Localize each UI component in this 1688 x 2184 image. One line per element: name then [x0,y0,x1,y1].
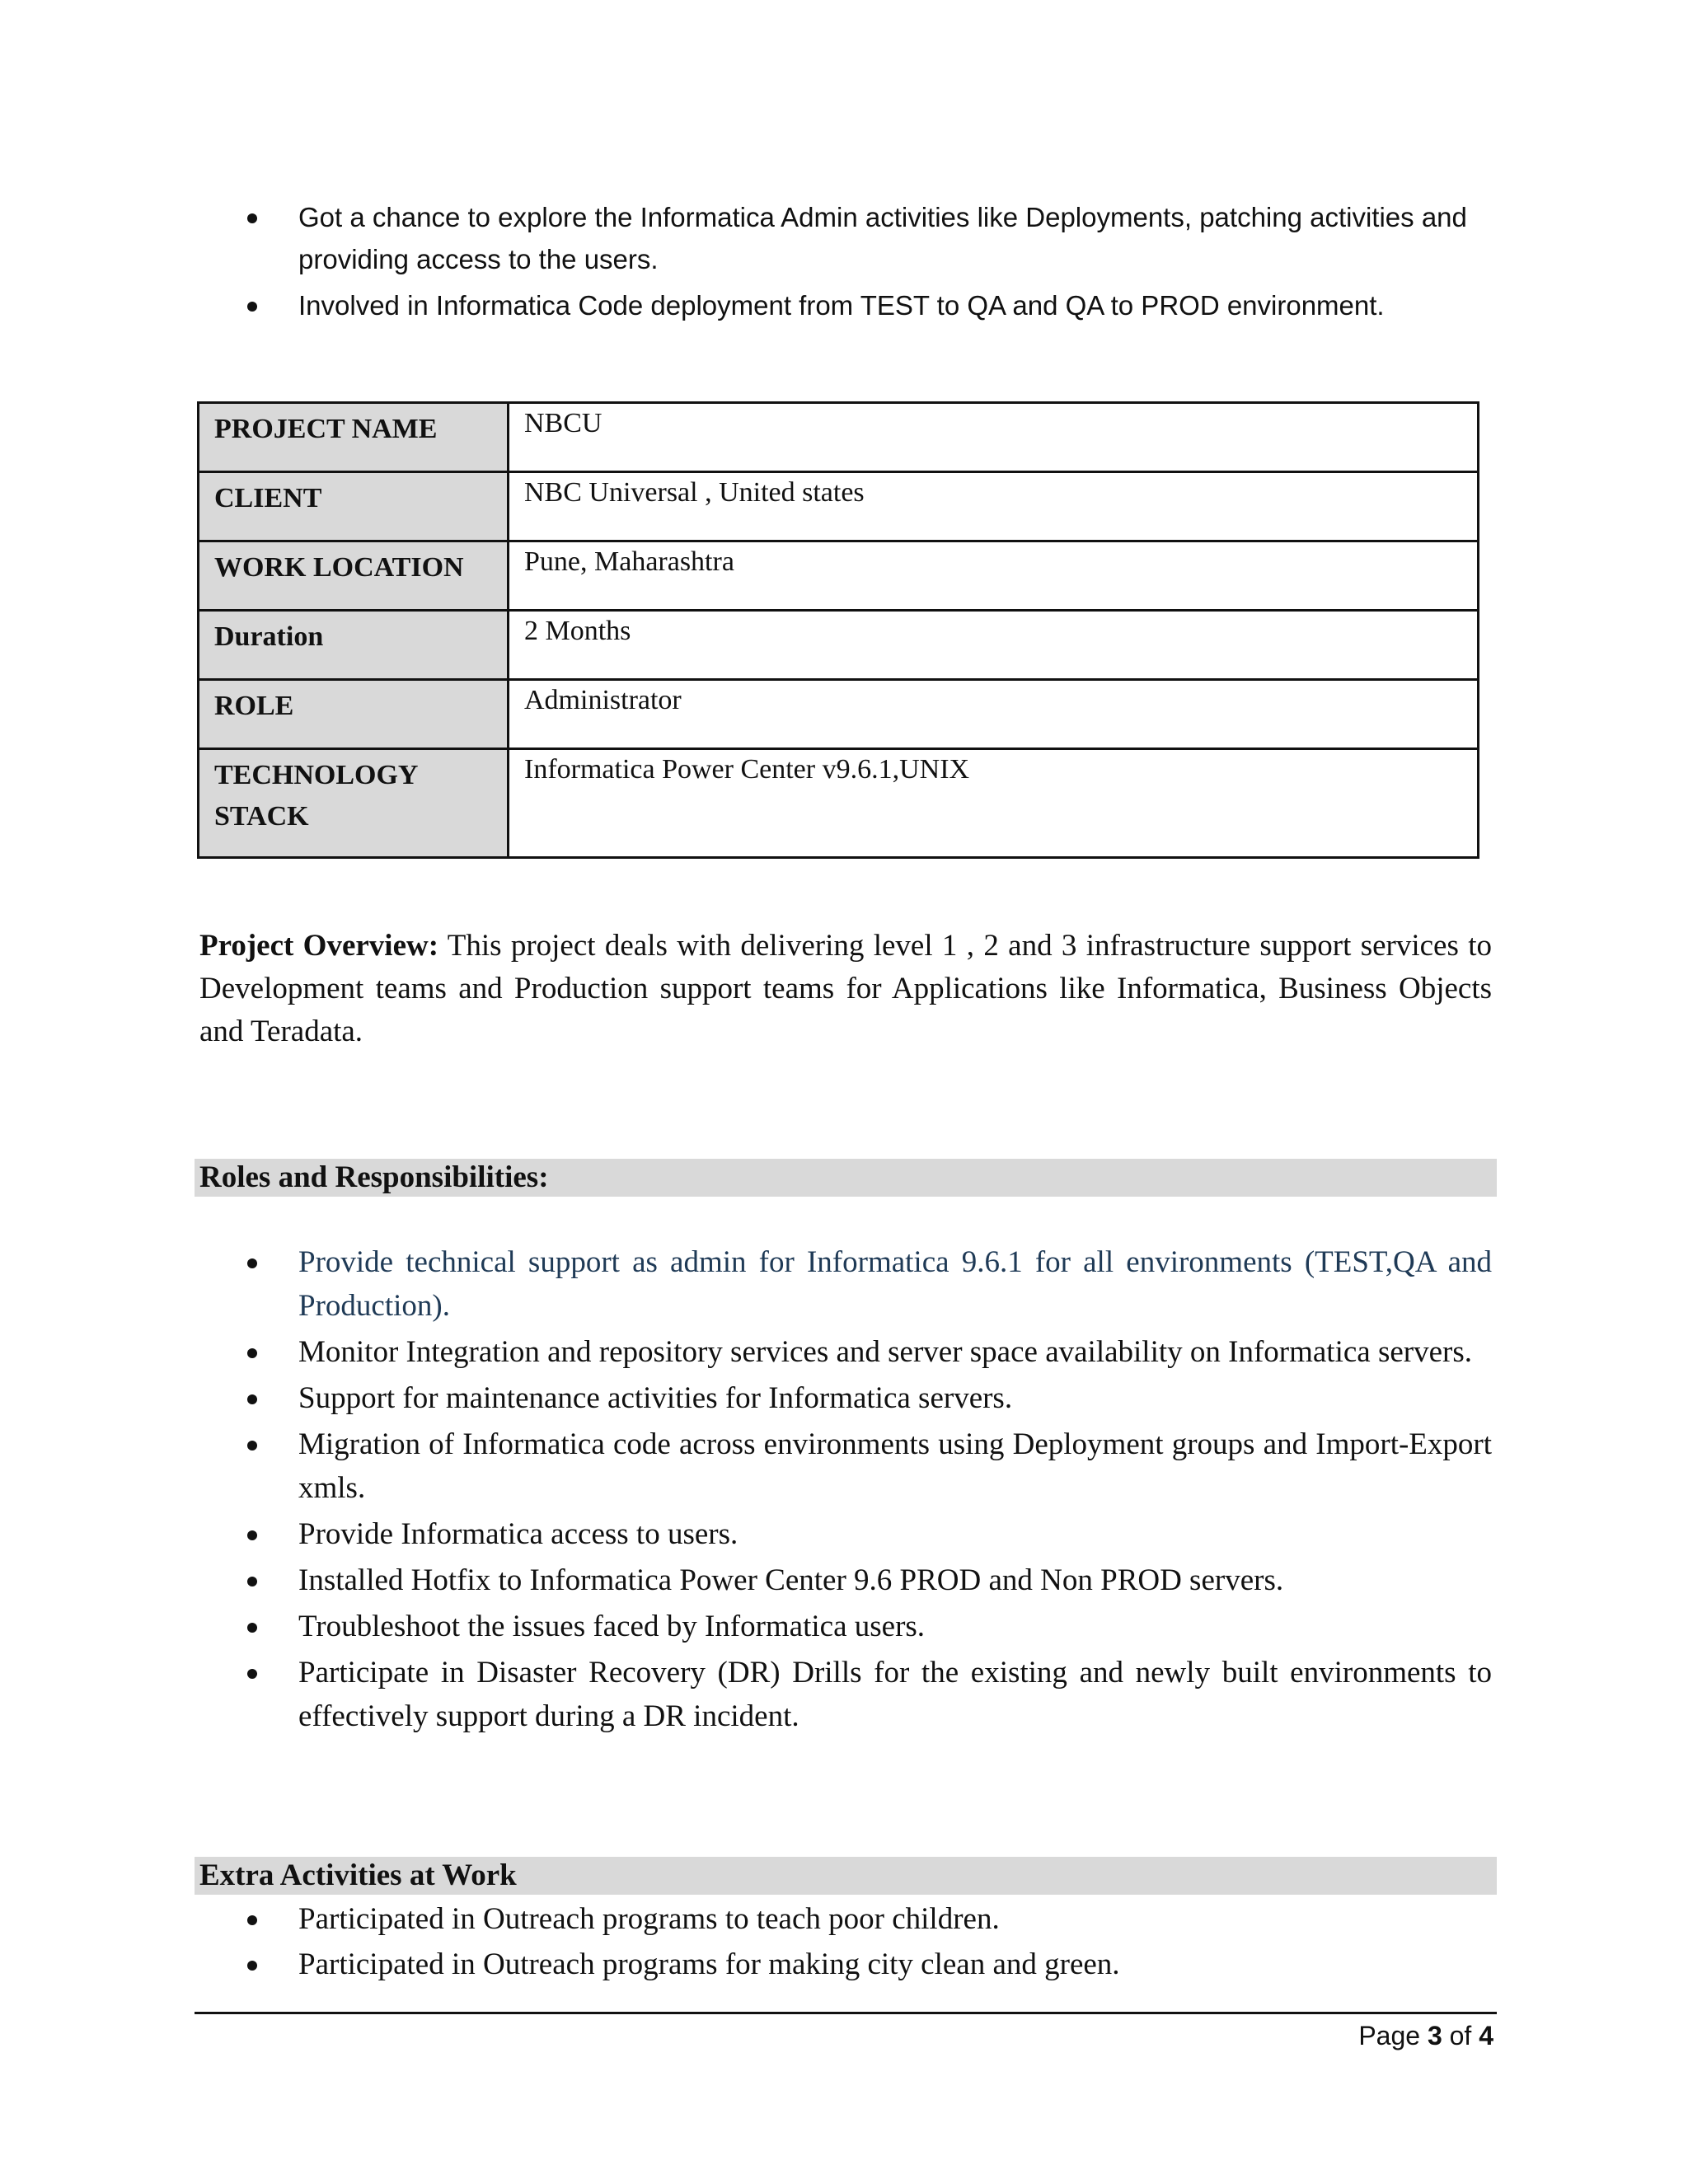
bullet-icon [247,1258,257,1268]
table-label-cell: Duration [199,611,509,680]
table-value-cell: Informatica Power Center v9.6.1,UNIX [509,749,1479,858]
table-row [199,472,1479,541]
table-value-cell: Administrator [509,680,1479,749]
list-item: Involved in Informatica Code deployment from TEST to QA and QA to PROD environment. [247,284,1500,326]
project-overview [199,925,1492,1053]
page-number: Page 3 of 4 [1358,2021,1493,2050]
bullet-icon [247,1441,257,1451]
roles-list [247,1240,1492,1741]
table-row [199,541,1479,611]
bullet-icon [247,1530,257,1540]
table-row [199,680,1479,749]
table-row [199,611,1479,680]
bullet-icon [247,1394,257,1404]
table-row [199,403,1479,472]
table-value-cell: NBC Universal , United states [509,472,1479,541]
list-item: Migration of Informatica code across environments using Deployment groups and Import-Export xmls. [247,1422,1492,1510]
overview-text: This project deals with delivering level 1 , 2 and 3 infrastructure support services to Development teams and Production support teams for Applications like Informatica, Business Objects and Teradata. [199,929,1492,1048]
project-details-table [197,401,1479,859]
table-label-cell: PROJECT NAME [199,403,509,472]
list-item: Monitor Integration and repository services and server space availability on Informatica servers. [247,1330,1492,1374]
bullet-icon [247,1915,257,1925]
roles-heading: Roles and Responsibilities: [195,1159,1497,1197]
extra-activities-heading: Extra Activities at Work [195,1857,1497,1895]
table-value-cell: Pune, Maharashtra [509,541,1479,611]
extra-activities-list [247,1897,1492,1988]
list-item: Support for maintenance activities for Informatica servers. [247,1376,1492,1420]
overview-label: Project Overview: [199,929,439,963]
table-label-cell: CLIENT [199,472,509,541]
table-label-cell: WORK LOCATION [199,541,509,611]
list-item: Provide Informatica access to users. [247,1512,1492,1556]
bullet-icon [247,302,257,312]
table-row [199,749,1479,858]
table-value-cell: NBCU [509,403,1479,472]
bullet-icon [247,1348,257,1358]
list-item: Participated in Outreach programs to teach poor children. [247,1897,1492,1941]
table-value-cell: 2 Months [509,611,1479,680]
list-item: Participated in Outreach programs for making city clean and green. [247,1943,1492,1986]
top-bullet-list [247,196,1500,330]
bullet-icon [247,213,257,223]
list-item: Got a chance to explore the Informatica Admin activities like Deployments, patching activities and providing access to the users. [247,196,1500,280]
bullet-icon [247,1669,257,1679]
bullet-icon [247,1961,257,1971]
list-item: Provide technical support as admin for Informatica 9.6.1 for all environments (TEST,QA and Production). [247,1240,1492,1328]
footer-divider [195,2012,1497,2014]
table-label-cell: TECHNOLOGY STACK [199,749,509,858]
list-item: Installed Hotfix to Informatica Power Center 9.6 PROD and Non PROD servers. [247,1558,1492,1602]
bullet-icon [247,1577,257,1586]
bullet-icon [247,1623,257,1633]
table-label-cell: ROLE [199,680,509,749]
list-item: Participate in Disaster Recovery (DR) Drills for the existing and newly built environments to effectively support during a DR incident. [247,1651,1492,1738]
list-item: Troubleshoot the issues faced by Informatica users. [247,1605,1492,1648]
